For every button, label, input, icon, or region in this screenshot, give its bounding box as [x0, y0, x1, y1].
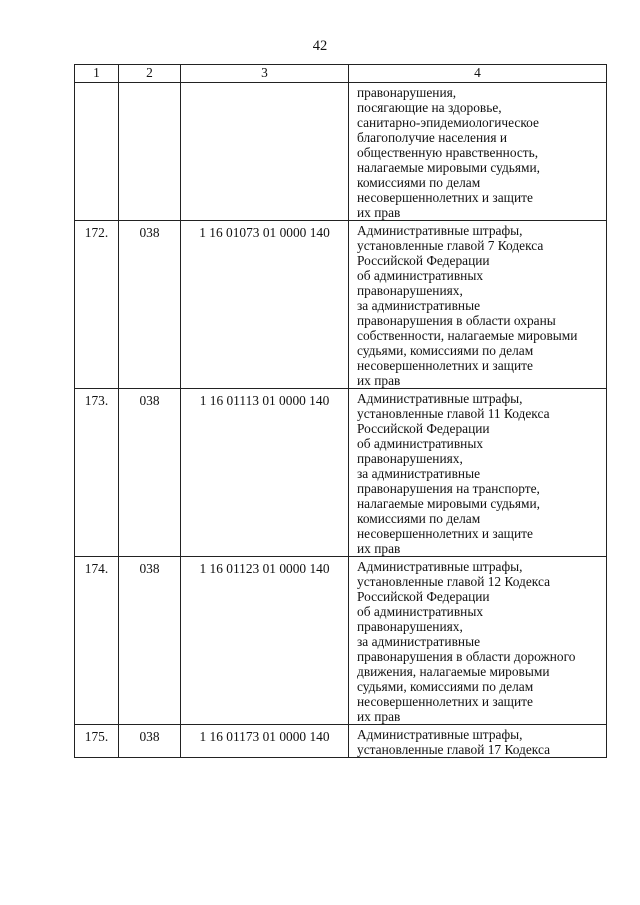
- description-line: правонарушения,: [357, 85, 457, 100]
- description-line: правонарушениях,: [357, 619, 463, 634]
- description-line: комиссиями по делам: [357, 175, 481, 190]
- description-line: правонарушения в области дорожного: [357, 649, 576, 664]
- description-line: благополучие населения и: [357, 130, 508, 145]
- description-line: за административные: [357, 298, 481, 313]
- description-line: Административные штрафы,: [357, 727, 523, 742]
- description-line: установленные главой 7 Кодекса: [357, 238, 544, 253]
- row-number-cell: 175.: [75, 725, 119, 758]
- table-header-row: [75, 65, 607, 83]
- description-cell: [349, 221, 607, 389]
- description-line: правонарушения в области охраны: [357, 313, 556, 328]
- kbk-cell: 1 16 01113 01 0000 140: [181, 389, 349, 557]
- description-line: установленные главой 12 Кодекса: [357, 574, 551, 589]
- description-cell: [349, 389, 607, 557]
- description-line: их прав: [357, 205, 401, 220]
- description-line: несовершеннолетних и защите: [357, 694, 533, 709]
- description-cell: [349, 557, 607, 725]
- row-number-cell: [75, 83, 119, 221]
- description-line: установленные главой 11 Кодекса: [357, 406, 550, 421]
- description-line: Административные штрафы,: [357, 559, 523, 574]
- description-line: судьями, комиссиями по делам: [357, 343, 534, 358]
- description-line: судьями, комиссиями по делам: [357, 679, 534, 694]
- description-line: Административные штрафы,: [357, 391, 523, 406]
- description-line: об административных: [357, 604, 484, 619]
- description-line: общественную нравственность,: [357, 145, 539, 160]
- admin-code-cell: 038: [119, 389, 181, 557]
- kbk-cell: [181, 83, 349, 221]
- admin-code-cell: 038: [119, 557, 181, 725]
- description-line: Административные штрафы,: [357, 223, 523, 238]
- column-header-3: 3: [181, 65, 349, 83]
- description-line: налагаемые мировыми судьями,: [357, 496, 541, 511]
- column-header-4: 4: [349, 65, 607, 83]
- description-line: об административных: [357, 268, 484, 283]
- admin-code-cell: 038: [119, 221, 181, 389]
- description-line: Российской Федерации: [357, 421, 490, 436]
- kbk-cell: 1 16 01073 01 0000 140: [181, 221, 349, 389]
- description-line: несовершеннолетних и защите: [357, 526, 533, 541]
- description-line: их прав: [357, 709, 401, 724]
- description-line: их прав: [357, 541, 401, 556]
- row-number-cell: 174.: [75, 557, 119, 725]
- description-line: налагаемые мировыми судьями,: [357, 160, 541, 175]
- column-header-1: 1: [75, 65, 119, 83]
- description-cell: [349, 725, 607, 758]
- admin-code-cell: [119, 83, 181, 221]
- kbk-cell: 1 16 01173 01 0000 140: [181, 725, 349, 758]
- description-line: их прав: [357, 373, 401, 388]
- description-cell: [349, 83, 607, 221]
- table-row-174: [75, 557, 607, 725]
- description-line: за административные: [357, 466, 481, 481]
- description-line: об административных: [357, 436, 484, 451]
- description-line: движения, налагаемые мировыми: [357, 664, 550, 679]
- row-number-cell: 173.: [75, 389, 119, 557]
- description-line: санитарно-эпидемиологическое: [357, 115, 539, 130]
- table-row-172: [75, 221, 607, 389]
- description-line: Российской Федерации: [357, 589, 490, 604]
- table-row-continued: [75, 83, 607, 221]
- description-line: правонарушениях,: [357, 451, 463, 466]
- description-line: несовершеннолетних и защите: [357, 190, 533, 205]
- column-header-2: 2: [119, 65, 181, 83]
- table-row-173: [75, 389, 607, 557]
- description-line: собственности, налагаемые мировыми: [357, 328, 578, 343]
- description-line: Российской Федерации: [357, 253, 490, 268]
- description-line: установленные главой 17 Кодекса: [357, 742, 551, 757]
- admin-code-cell: 038: [119, 725, 181, 758]
- description-line: комиссиями по делам: [357, 511, 481, 526]
- kbk-cell: 1 16 01123 01 0000 140: [181, 557, 349, 725]
- description-line: несовершеннолетних и защите: [357, 358, 533, 373]
- description-line: правонарушения на транспорте,: [357, 481, 540, 496]
- row-number-cell: 172.: [75, 221, 119, 389]
- description-line: правонарушениях,: [357, 283, 463, 298]
- description-line: за административные: [357, 634, 481, 649]
- table-row-175: [75, 725, 607, 758]
- budget-codes-table: [74, 64, 607, 758]
- description-line: посягающие на здоровье,: [357, 100, 502, 115]
- page-number: 42: [312, 38, 328, 54]
